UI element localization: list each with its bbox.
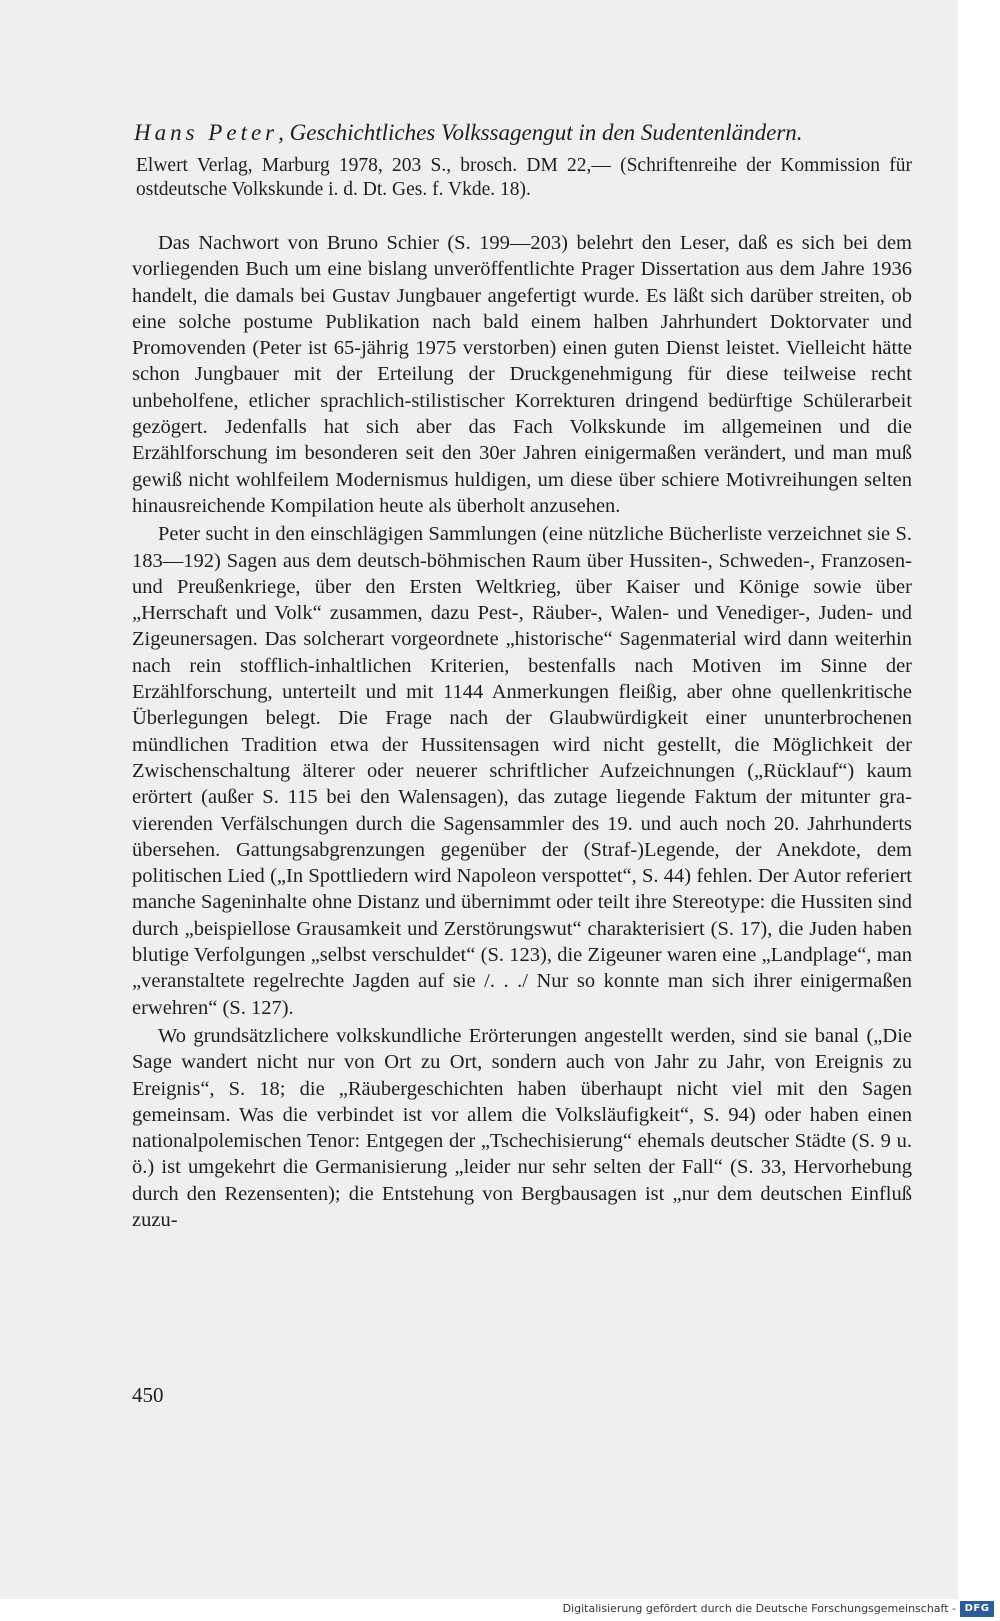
book-author: Hans Peter: [134, 120, 279, 145]
book-title: , Geschichtliches Volkssagengut in den Sudentenländern.: [278, 120, 803, 145]
paragraph-3: Wo grundsätzlichere volkskundliche Erörterungen angestellt werden, sind sie banal („Die Sage wandert nicht nur von Ort zu Ort, sondern auch von Jahr zu Jahr, von Ereignis zu Ereignis“, S. 18; die „Räubergeschichten haben überhaupt nicht viel mit den Sagen gemeinsam. Was die verbindet ist vor allem die Volksläufigkeit“, S. 94) oder haben einen nationalpolemischen Tenor: Entgegen der „Tschechisierung“ ehemals deutscher Städte (S. 9 u. ö.) ist umgekehrt die Germanisierung „leider nur sehr selten der Fall“ (S. 33, Hervorhebung durch den Rezensenten); die Entstehung von Bergbausagen ist „nur dem deutschen Einfluß zuzu-: [132, 1024, 912, 1231]
page-number: 450: [132, 1383, 164, 1407]
publication-info: Elwert Verlag, Marburg 1978, 203 S., brosch. DM 22,— (Schriftenreihe der Kommission für ostdeutsche Volkskunde i. d. Dt. Ges. f. Vkde. 18).: [136, 155, 912, 200]
paragraph-1: Das Nachwort von Bruno Schier (S. 199—203) belehrt den Leser, daß es sich bei dem vorliegenden Buch um eine bislang unveröffentlichte Prager Dissertation aus dem Jahre 1936 handelt, die damals bei Gustav Jungbauer angefertigt wurde. Es läßt sich darüber streiten, ob eine solche postume Publikation nach bald einem halben Jahrhundert Doktorvater und Promovenden (Peter ist 65-jährig 1975 verstorben) einen guten Dienst leistet. Vielleicht hätte schon Jungbauer mit der Erteilung der Druckgenehmigung für diese teilweise recht unbeholfene, etlicher sprachlich-stilistischer Korrekturen dringend bedürftige Schülerarbeit gezögert. Jedenfalls hat sich aber das Fach Volkskunde im allgemeinen und die Erzählforschung im besonderen seit den 30er Jahren einigermaßen verändert, und man muß gewiß nicht wohlfeilem Modernismus huldigen, um diese über schiere Motivreihungen selten hinausreichende Kompilation heute als überholt anzusehen.: [132, 232, 912, 517]
scan-margin: [958, 0, 1000, 1621]
review-heading: [134, 118, 912, 148]
footer-credit: Digitalisierung gefördert durch die Deutsche Forschungsgemeinschaft -: [562, 1602, 956, 1615]
dfg-logo-icon: DFG: [960, 1601, 994, 1617]
review-body: [132, 118, 912, 1233]
digitization-footer: [0, 1599, 1000, 1621]
paragraph-2: Peter sucht in den einschlägigen Sammlungen (eine nützliche Bücherliste verzeichnet sie S. 183—192) Sagen aus dem deutsch-böhmischen Raum über Hussiten-, Schweden-, Franzosen- und Preußenkriege, über den Ersten Weltkrieg, über Kaiser und Könige sowie über „Herrschaft und Volk“ zusammen, dazu Pest-, Räuber-, Walen- und Venediger-, Juden- und Zigeunersagen. Das solcherart vorgeordnete „historische“ Sagenmaterial wird dann weiterhin nach rein stofflich-inhaltlichen Kriterien, bestenfalls nach Motiven im Sinne der Erzählforschung, unterteilt und mit 1144 Anmerkungen fleißig, aber ohne quellenkritische Überlegungen belegt. Die Frage nach der Glaubwürdigkeit einer ununterbrochenen mündlichen Tradition etwa der Hussitensagen wird nicht gestellt, die Möglichkeit der Zwischenschaltung älterer oder neuerer schriftlicher Aufzeichnungen („Rücklauf“) kaum erörtert (außer S. 115 bei den Walensagen), das zutage liegende Faktum der mitunter gravierenden Verfälschungen durch die Sagensammler des 19. und auch noch 20. Jahrhunderts übersehen. Gattungsabgrenzungen gegenüber der (Straf-)Legende, der Anekdote, dem politischen Lied („In Spottliedern wird Napoleon verspottet“, S. 44) fehlen. Der Autor referiert manche Sageninhalte ohne Distanz und übernimmt oder teilt ihre Stereotype: die Hussiten sind durch „beispiellose Grausamkeit und Zerstörungswut“ charakterisiert (S. 17), die Juden haben blutige Verfolgungen „selbst verschuldet“ (S. 123), die Zigeuner waren eine „Landplage“, man „veranstaltete regelrechte Jagden auf sie /. . ./ Nur so konnte man sich ihrer einigermaßen erwehren“ (S. 127).: [132, 523, 912, 1019]
